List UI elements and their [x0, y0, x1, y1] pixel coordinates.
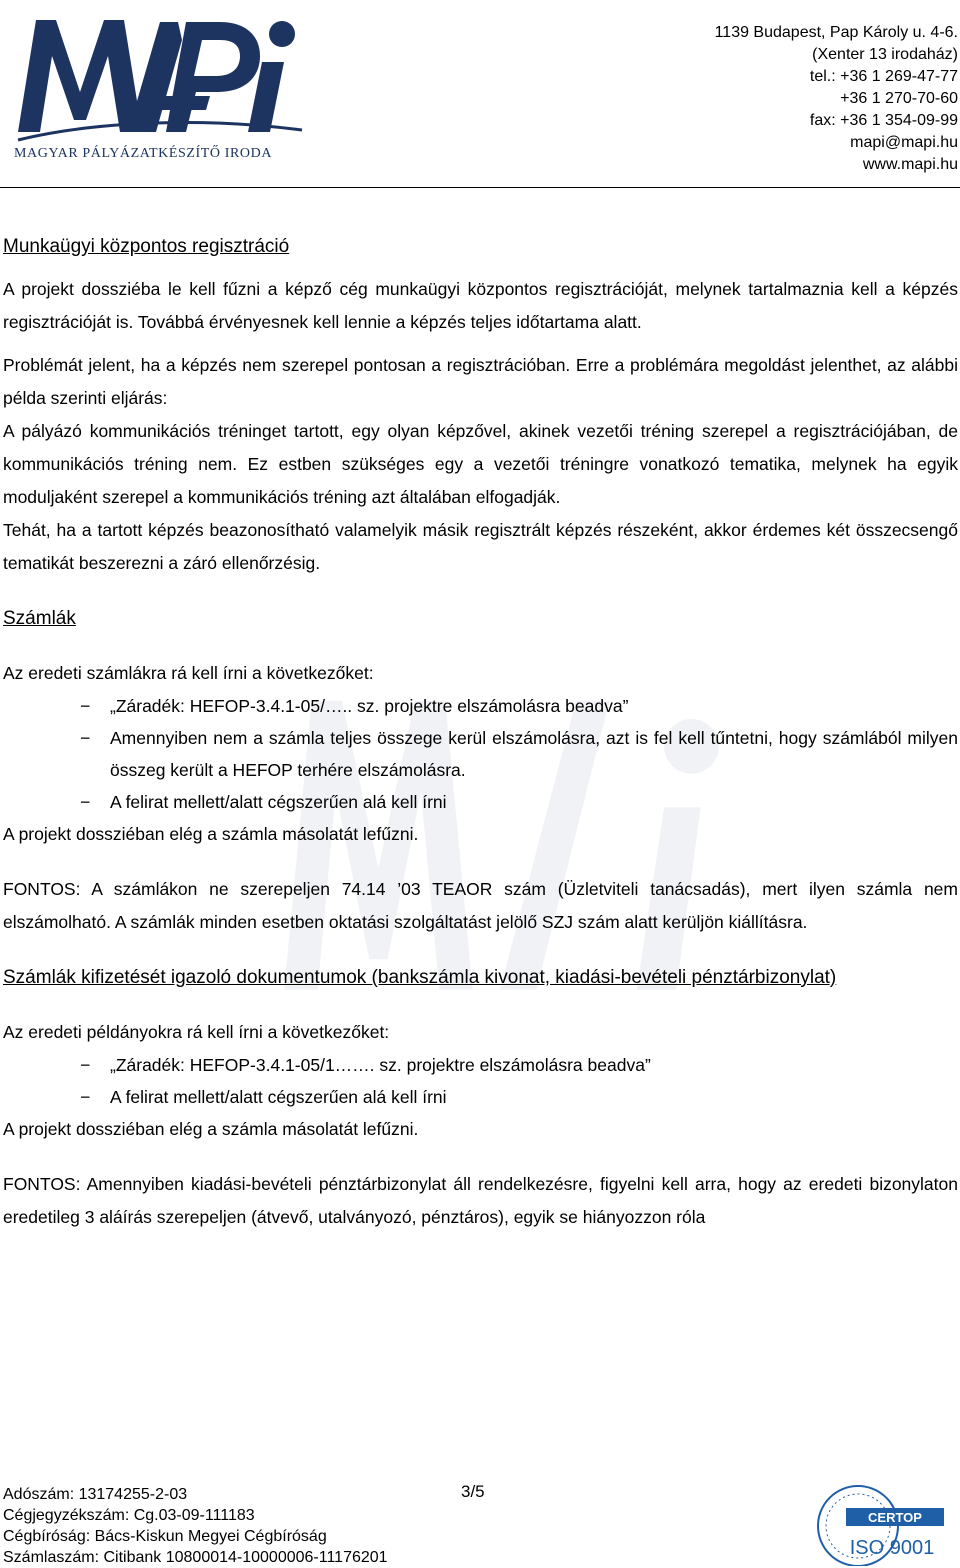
document-body	[3, 230, 958, 1234]
dash-bullet: −	[80, 1087, 91, 1107]
iso-certification-badge	[796, 1478, 946, 1566]
logo-tagline: MAGYAR PÁLYÁZATKÉSZÍTŐ IRODA	[14, 146, 273, 161]
list-item: − „Záradék: HEFOP-3.4.1-05/….. sz. projektre elszámolásra beadva”	[3, 690, 958, 722]
section-heading-payment-proof: Számlák kifizetését igazoló dokumentumok (bankszámla kivonat, kiadási-bevételi pénztárbizonylat)	[3, 967, 837, 988]
website-link[interactable]: www.mapi.hu	[862, 156, 958, 173]
email-link[interactable]: mapi@mapi.hu	[850, 134, 958, 151]
paragraph: Tehát, ha a tartott képzés beazonosítható valamelyik másik regisztrált képzés részeként, akkor érdemes két összecsengő tematikát beszerezni a záró ellenőrzésig.	[3, 520, 958, 573]
mapi-logo	[10, 0, 310, 168]
phone-line-2: +36 1 270-70-60	[840, 90, 958, 107]
fax-line: fax: +36 1 354-09-99	[809, 112, 958, 129]
dash-bullet: −	[80, 696, 91, 716]
paragraph: Az eredeti példányokra rá kell írni a következőket:	[3, 1022, 390, 1042]
list-item: − A felirat mellett/alatt cégszerűen alá kell írni	[3, 786, 958, 818]
paragraph: Problémát jelent, ha a képzés nem szerepel pontosan a regisztrációban. Erre a problémára megoldást jelenthet, az alábbi példa szerinti eljárás:	[3, 355, 958, 408]
dash-bullet: −	[80, 792, 91, 812]
list-item: − „Záradék: HEFOP-3.4.1-05/1……. sz. projektre elszámolásra beadva”	[3, 1049, 958, 1081]
cert-standard: ISO 9001	[849, 1537, 935, 1559]
contact-info	[715, 22, 958, 176]
section-heading-invoices: Számlák	[3, 608, 76, 629]
dash-bullet: −	[80, 728, 91, 748]
tax-number: Adószám: 13174255-2-03	[3, 1486, 188, 1503]
company-details	[3, 1484, 388, 1568]
list-item: − A felirat mellett/alatt cégszerűen alá kell írni	[3, 1081, 958, 1113]
cert-label: CERTOP	[868, 1510, 922, 1525]
important-note: FONTOS: Amennyiben kiadási-bevételi pénztárbizonylat áll rendelkezésre, figyelni kell arra, hogy az eredeti bizonylaton eredetileg 3 aláírás szerepeljen (átvevő, utalványozó, pénztáros), egyik se hiányozzon róla	[3, 1174, 958, 1227]
building-line: (Xenter 13 irodaház)	[812, 46, 958, 63]
invoice-requirements-list	[3, 690, 958, 818]
section-heading-registration: Munkaügyi központos regisztráció	[3, 236, 290, 257]
bank-account: Számlaszám: Citibank 10800014-10000006-11176201	[3, 1549, 388, 1566]
court-of-registration: Cégbíróság: Bács-Kiskun Megyei Cégbíróság	[3, 1528, 327, 1545]
page-number: 3/5	[461, 1482, 485, 1501]
address-line: 1139 Budapest, Pap Károly u. 4-6.	[714, 24, 958, 41]
payment-proof-requirements-list	[3, 1049, 958, 1113]
phone-line-1: tel.: +36 1 269-47-77	[809, 68, 958, 85]
header-divider	[0, 187, 960, 188]
registration-number: Cégjegyzékszám: Cg.03-09-111183	[3, 1507, 255, 1524]
important-note: FONTOS: A számlákon ne szerepeljen 74.14 ’03 TEAOR szám (Üzletviteli tanácsadás), mert ilyen számla nem elszámolható. A számlák minden esetben oktatási szolgáltatást jelölő SZJ szám alatt kerüljön kiállításra.	[3, 879, 958, 932]
paragraph: A projekt dossziéban elég a számla másolatát lefűzni.	[3, 824, 419, 844]
paragraph: A projekt dossziéba le kell fűzni a képző cég munkaügyi központos regisztrációját, melynek tartalmaznia kell a képzés regisztrációját is. Továbbá érvényesnek kell lennie a képzés teljes időtartama alatt.	[3, 279, 958, 332]
dash-bullet: −	[80, 1055, 91, 1075]
paragraph: A pályázó kommunikációs tréninget tartott, egy olyan képzővel, akinek vezetői tréning szerepel a regisztrációjában, de kommunikációs tréning nem. Ez estben szükséges egy a vezetői tréningre vonatkozó tematika, melynek ha egyik moduljaként szerepel a kommunikációs tréning azt általában elfogadják.	[3, 421, 958, 507]
paragraph: A projekt dossziéban elég a számla másolatát lefűzni.	[3, 1119, 419, 1139]
list-item: − Amennyiben nem a számla teljes összege kerül elszámolásra, azt is fel kell tűntetni, hogy számlából milyen összeg került a HEFOP terhére elszámolásra.	[3, 722, 958, 786]
paragraph: Az eredeti számlákra rá kell írni a következőket:	[3, 663, 374, 683]
